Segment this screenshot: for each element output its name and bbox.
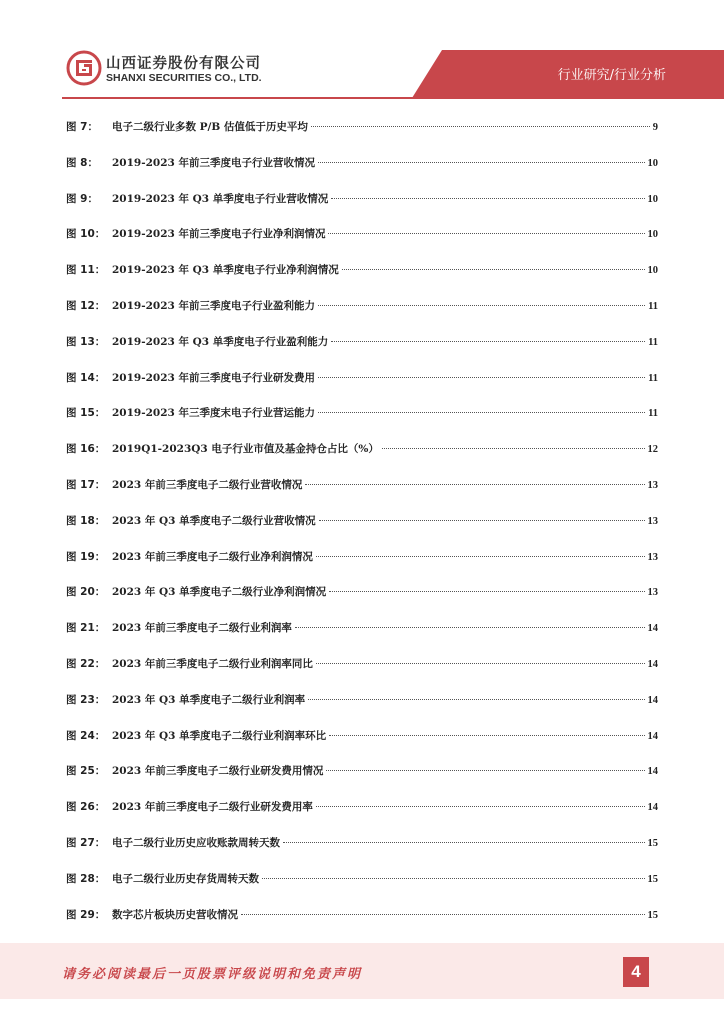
toc-entry[interactable] [66,119,658,155]
toc-entry-label: 图 20： [66,586,106,599]
toc-entry-title: 2023 年 Q3 单季度电子二级行业利润率 [112,693,306,706]
toc-entry-title: 2023 年 Q3 单季度电子二级行业利润率环比 [112,729,327,742]
toc-dot-leader [262,878,645,879]
toc-entry[interactable] [66,799,658,835]
toc-dot-leader [342,269,645,270]
toc-entry-page: 14 [647,658,658,670]
toc-entry-page: 11 [648,336,658,348]
toc-entry-label: 图 22： [66,657,106,670]
toc-entry-page: 11 [648,372,658,384]
toc-entry-label: 图 8： [66,156,98,169]
toc-dot-leader [311,126,650,127]
toc-dot-leader [319,520,645,521]
toc-entry-label: 图 7： [66,121,98,133]
toc-dot-leader [329,591,644,592]
toc-entry-page: 10 [647,157,658,169]
toc-entry-title: 2019-2023 年前三季度电子行业盈利能力 [112,299,315,312]
toc-entry-title: 电子二级行业历史存货周转天数 [112,872,259,885]
toc-dot-leader [305,484,644,485]
toc-entry[interactable] [66,620,658,656]
figure-list [66,119,658,942]
toc-entry[interactable] [66,262,658,298]
toc-entry-page: 10 [647,193,658,205]
toc-dot-leader [316,663,645,664]
toc-dot-leader [326,770,644,771]
toc-entry-title: 2023 年前三季度电子二级行业研发费用率 [112,801,313,814]
toc-entry[interactable] [66,584,658,620]
toc-entry-title: 2023 年前三季度电子二级行业营收情况 [112,478,303,491]
toc-entry-title: 2023 年前三季度电子二级行业研发费用情况 [112,765,324,778]
toc-entry-page: 14 [647,730,658,742]
header-divider [62,97,724,99]
page-number: 4 [623,957,649,987]
toc-entry-label: 图 18： [66,514,106,527]
toc-entry-title: 2023 年 Q3 单季度电子二级行业净利润情况 [112,586,327,599]
toc-entry-page: 15 [647,909,658,921]
toc-entry-page: 13 [647,515,658,527]
toc-entry-page: 10 [647,229,658,241]
toc-entry[interactable] [66,763,658,799]
toc-dot-leader [316,556,645,557]
toc-entry[interactable] [66,191,658,227]
toc-dot-leader [308,699,644,700]
toc-entry-page: 15 [647,837,658,849]
toc-dot-leader [382,448,645,449]
toc-entry-label: 图 12： [66,299,106,312]
toc-entry[interactable] [66,334,658,370]
toc-entry-page: 14 [647,694,658,706]
toc-entry-label: 图 25： [66,765,106,778]
toc-dot-leader [331,198,644,199]
toc-entry[interactable] [66,477,658,513]
toc-entry-label: 图 23： [66,693,106,706]
company-name-cn: 山西证券股份有限公司 [106,56,261,72]
toc-entry-label: 图 21： [66,622,106,635]
toc-entry-title: 2023 年前三季度电子二级行业利润率同比 [112,657,313,670]
toc-entry-page: 13 [647,551,658,563]
toc-dot-leader [318,412,645,413]
toc-entry-label: 图 17： [66,478,106,491]
toc-dot-leader [318,305,645,306]
report-category: 行业研究/行业分析 [557,68,666,83]
toc-entry-label: 图 16： [66,443,106,456]
toc-entry-label: 图 27： [66,836,106,849]
toc-entry-page: 14 [647,802,658,814]
toc-entry[interactable] [66,226,658,262]
shanxi-securities-logo-icon [66,50,102,86]
toc-dot-leader [241,914,645,915]
toc-entry-page: 9 [652,122,658,133]
toc-entry-label: 图 29： [66,908,106,921]
toc-entry-page: 11 [648,300,658,312]
toc-entry-label: 图 10： [66,228,106,241]
toc-dot-leader [295,627,645,628]
toc-dot-leader [328,233,644,234]
toc-entry-title: 电子二级行业多数 P/B 估值低于历史平均 [112,121,308,133]
toc-dot-leader [283,842,645,843]
toc-entry-page: 14 [647,623,658,635]
footer-disclaimer: 请务必阅读最后一页股票评级说明和免责声明 [62,967,363,982]
toc-entry-title: 2019-2023 年前三季度电子行业研发费用 [112,371,315,384]
toc-entry[interactable] [66,907,658,943]
toc-entry-title: 数字芯片板块历史营收情况 [112,908,238,921]
toc-entry[interactable] [66,441,658,477]
toc-entry[interactable] [66,513,658,549]
toc-entry[interactable] [66,871,658,907]
toc-entry-title: 2019-2023 年 Q3 单季度电子行业营收情况 [112,192,329,205]
toc-entry[interactable] [66,155,658,191]
toc-dot-leader [318,162,645,163]
company-name-en: SHANXI SECURITIES CO., LTD. [106,72,262,84]
toc-entry-page: 10 [647,265,658,277]
toc-entry-label: 图 19： [66,550,106,563]
toc-entry[interactable] [66,370,658,406]
toc-entry-page: 13 [647,587,658,599]
toc-entry-label: 图 13： [66,335,106,348]
toc-entry-label: 图 11： [66,264,106,277]
toc-entry-label: 图 28： [66,872,106,885]
toc-entry[interactable] [66,692,658,728]
toc-entry[interactable] [66,728,658,764]
toc-entry-label: 图 9： [66,192,98,205]
toc-entry-title: 2023 年前三季度电子二级行业利润率 [112,622,292,635]
toc-entry-page: 15 [647,873,658,885]
toc-entry-page: 12 [647,444,658,456]
toc-entry-label: 图 14： [66,371,106,384]
toc-entry-title: 电子二级行业历史应收账款周转天数 [112,836,280,849]
toc-entry-title: 2019-2023 年三季度末电子行业营运能力 [112,407,315,420]
toc-entry-page: 11 [648,408,658,420]
toc-entry-label: 图 24： [66,729,106,742]
toc-entry-title: 2019-2023 年 Q3 单季度电子行业净利润情况 [112,264,339,277]
toc-entry[interactable] [66,656,658,692]
page-header [0,0,724,100]
toc-entry-title: 2023 年前三季度电子二级行业净利润情况 [112,550,313,563]
toc-entry[interactable] [66,298,658,334]
toc-dot-leader [331,341,645,342]
toc-entry-title: 2023 年 Q3 单季度电子二级行业营收情况 [112,514,316,527]
toc-entry[interactable] [66,835,658,871]
toc-entry[interactable] [66,405,658,441]
toc-entry-page: 14 [647,766,658,778]
toc-entry-label: 图 26： [66,801,106,814]
toc-entry-title: 2019Q1-2023Q3 电子行业市值及基金持仓占比（%） [112,443,379,456]
toc-entry-title: 2019-2023 年前三季度电子行业营收情况 [112,156,315,169]
toc-entry-label: 图 15： [66,407,106,420]
toc-dot-leader [316,806,645,807]
toc-dot-leader [329,735,644,736]
toc-entry-page: 13 [647,479,658,491]
toc-entry-title: 2019-2023 年前三季度电子行业净利润情况 [112,228,326,241]
toc-entry-title: 2019-2023 年 Q3 单季度电子行业盈利能力 [112,335,329,348]
toc-entry[interactable] [66,549,658,585]
toc-dot-leader [318,377,645,378]
